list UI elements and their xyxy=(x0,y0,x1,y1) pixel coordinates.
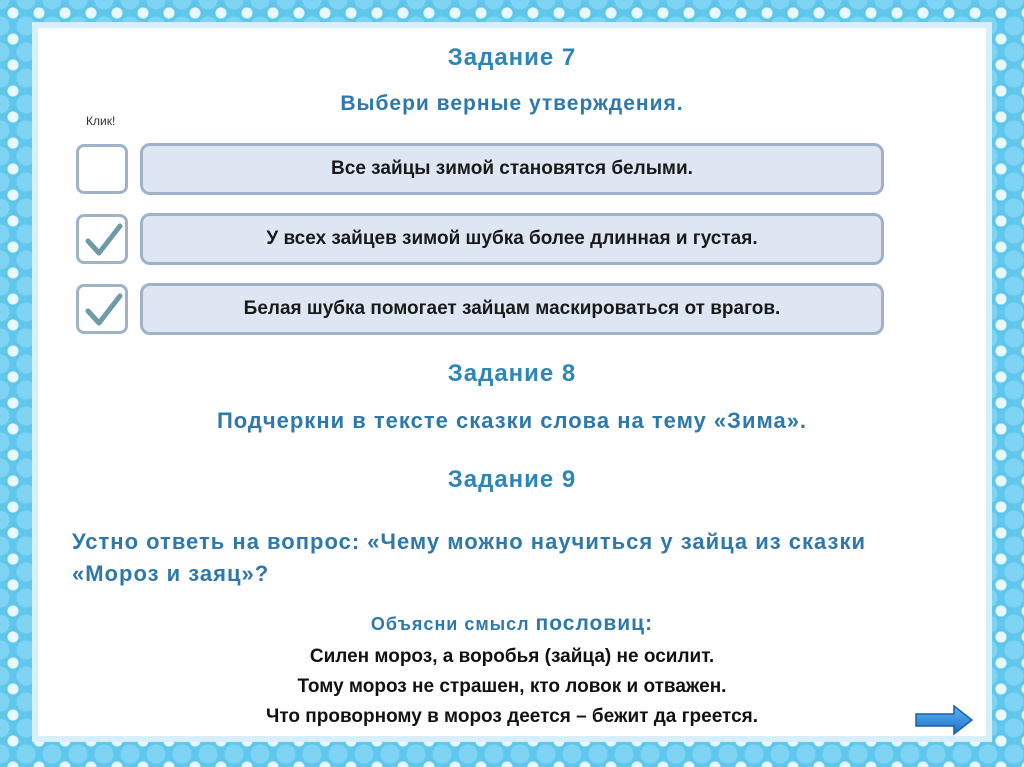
option-3-text: Белая шубка помогает зайцам маскироваться от врагов. xyxy=(243,298,781,319)
task8-title: Задание 8 xyxy=(447,360,577,387)
click-hint: Клик! xyxy=(86,114,116,128)
explain-prefix: Объясни смысл xyxy=(370,614,536,634)
option-1-text: Все зайцы зимой становятся белыми. xyxy=(331,158,693,179)
task9-question: Устно ответь на вопрос: «Чему можно научиться у зайца из сказки «Мороз и заяц»? xyxy=(72,529,867,586)
task7-title: Задание 7 xyxy=(447,44,577,71)
proverb-2: Тому мороз не страшен, кто ловок и отважен. xyxy=(297,676,727,697)
option-3[interactable] xyxy=(140,283,884,335)
option-2[interactable] xyxy=(140,213,884,265)
check-mark-icon xyxy=(85,221,123,259)
checkbox-3[interactable] xyxy=(76,284,128,334)
explain-heading xyxy=(0,612,1024,636)
next-arrow-icon[interactable] xyxy=(914,704,974,736)
task7-subtitle: Выбери верные утверждения. xyxy=(340,92,684,115)
proverb-1: Силен мороз, а воробья (зайца) не осилит. xyxy=(309,646,715,667)
checkbox-2[interactable] xyxy=(76,214,128,264)
explain-word: пословиц: xyxy=(535,612,654,635)
check-mark-icon xyxy=(85,291,123,329)
option-1[interactable] xyxy=(140,143,884,195)
proverb-3: Что проворному в мороз деется – бежит да греется. xyxy=(265,706,758,727)
checkbox-1[interactable] xyxy=(76,144,128,194)
option-2-text: У всех зайцев зимой шубка более длинная и густая. xyxy=(266,228,758,249)
task8-subtitle: Подчеркни в тексте сказки слова на тему «Зима». xyxy=(216,408,808,433)
task9-title: Задание 9 xyxy=(447,466,577,493)
